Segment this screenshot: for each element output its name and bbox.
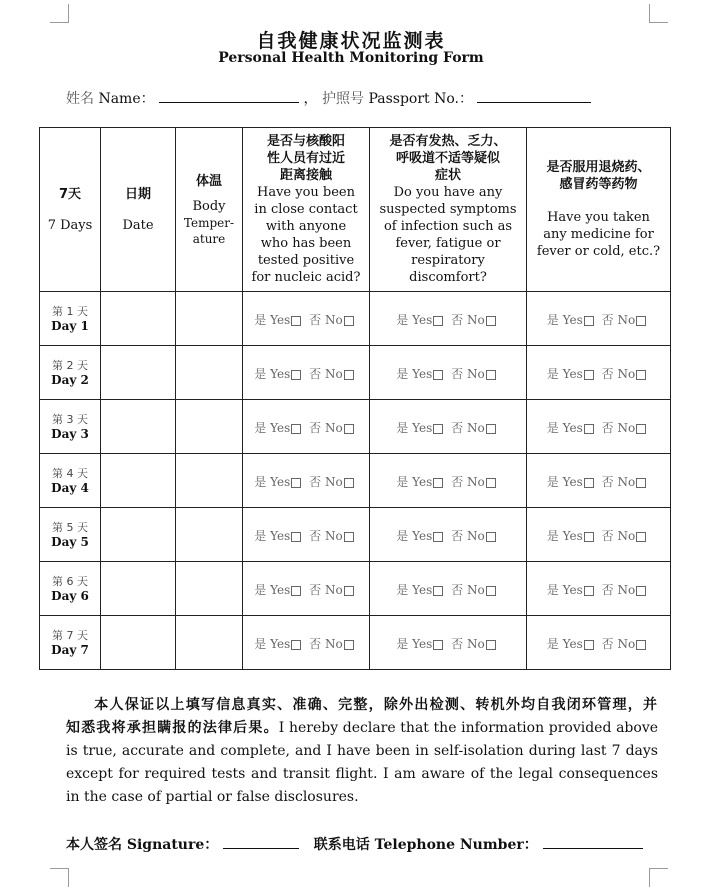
header-date-zh: 日期 [124,186,151,202]
no-label-en: No [617,313,636,327]
yes-checkbox[interactable] [584,478,594,488]
no-label-zh: 否 [601,529,614,543]
signature-field[interactable] [223,834,299,849]
day-label-zh: 第 6 天 [52,574,88,588]
crop-mark-bottom-left [50,868,69,887]
header-symptom-zh: 是否有发热、乏力、 [389,134,507,149]
no-label-en: No [324,475,343,489]
header-temperature [176,128,243,292]
no-label-zh: 否 [451,529,464,543]
no-label-en: No [617,421,636,435]
no-label-en: No [617,475,636,489]
no-label-zh: 否 [309,367,322,381]
no-label-zh: 否 [451,313,464,327]
header-medicine-en: Have you taken [547,210,650,225]
yes-checkbox[interactable] [433,316,443,326]
table-row [40,292,671,346]
no-label-zh: 否 [309,421,322,435]
no-label-en: No [466,583,485,597]
no-checkbox[interactable] [486,316,496,326]
yes-label-en: Yes [562,637,583,651]
passport-label-zh: 护照号 [321,91,364,107]
yes-label-en: Yes [562,367,583,381]
yes-label-en: Yes [270,529,291,543]
no-label-en: No [324,367,343,381]
day-label-cell [40,400,101,454]
yes-label-zh: 是 [546,367,559,381]
medicine-answer-cell [527,346,671,400]
yes-label-zh: 是 [396,529,409,543]
table-row [40,562,671,616]
day-label-en: Day 1 [51,318,89,333]
no-label-zh: 否 [451,583,464,597]
yes-label-en: Yes [412,475,433,489]
symptom-answer-cell [370,292,527,346]
header-close-contact [243,128,370,292]
header-symptom-en: suspected symptoms [379,202,517,217]
passport-field[interactable] [477,88,591,103]
day-label-en: Day 6 [51,588,89,603]
header-medicine [527,128,671,292]
declaration-paragraph [66,694,658,809]
crop-mark-top-left [50,4,69,23]
header-symptom-en: of infection such as [383,219,513,234]
phone-field[interactable] [543,834,643,849]
yes-label-zh: 是 [396,421,409,435]
header-contact-en: in close contact [254,202,358,217]
no-label-zh: 否 [451,421,464,435]
date-cell[interactable] [101,616,176,670]
yes-label-zh: 是 [546,583,559,597]
table-row [40,616,671,670]
no-label-zh: 否 [451,367,464,381]
table-row [40,508,671,562]
no-checkbox[interactable] [636,586,646,596]
yes-label-en: Yes [562,421,583,435]
contact-answer-cell [243,292,370,346]
contact-answer-cell [243,400,370,454]
header-contact-zh: 是否与核酸阳 [266,134,345,149]
header-temp-en: Temper- [183,215,235,230]
no-label-en: No [324,313,343,327]
header-temp-zh: 体温 [195,173,222,189]
no-label-zh: 否 [601,367,614,381]
no-label-zh: 否 [309,529,322,543]
no-label-en: No [466,529,485,543]
no-label-zh: 否 [309,313,322,327]
yes-checkbox[interactable] [584,370,594,380]
no-checkbox[interactable] [344,316,354,326]
day-label-zh: 第 2 天 [52,358,88,372]
yes-label-en: Yes [270,475,291,489]
yes-label-zh: 是 [546,421,559,435]
day-label-en: Day 7 [51,642,89,657]
contact-answer-cell [243,562,370,616]
date-cell[interactable] [101,292,176,346]
day-label-zh: 第 4 天 [52,466,88,480]
date-cell[interactable] [101,508,176,562]
no-checkbox[interactable] [636,478,646,488]
temperature-cell[interactable] [176,292,243,346]
no-checkbox[interactable] [486,586,496,596]
header-days-zh: 7天 [58,186,82,202]
header-days [40,128,101,292]
header-contact-en: tested positive [257,253,355,268]
phone-label-zh: 联系电话 [313,837,370,853]
yes-label-en: Yes [412,367,433,381]
no-label-zh: 否 [309,475,322,489]
no-label-en: No [466,313,485,327]
contact-answer-cell [243,508,370,562]
yes-label-en: Yes [562,475,583,489]
temperature-cell[interactable] [176,346,243,400]
yes-label-zh: 是 [546,313,559,327]
medicine-answer-cell [527,562,671,616]
yes-label-zh: 是 [546,475,559,489]
yes-label-zh: 是 [546,529,559,543]
contact-answer-cell [243,616,370,670]
yes-label-zh: 是 [254,367,267,381]
header-contact-zh: 性人员有过近 [266,151,345,166]
yes-label-zh: 是 [396,475,409,489]
contact-answer-cell [243,454,370,508]
no-label-zh: 否 [451,637,464,651]
date-cell[interactable] [101,400,176,454]
day-label-cell [40,292,101,346]
header-symptom-zh: 症状 [434,168,461,183]
yes-checkbox[interactable] [584,640,594,650]
day-label-cell [40,616,101,670]
header-contact-en: Have you been [256,185,355,200]
header-symptom-zh: 呼吸道不适等疑似 [395,151,500,166]
no-checkbox[interactable] [344,478,354,488]
header-symptoms [370,128,527,292]
yes-label-zh: 是 [396,367,409,381]
yes-label-en: Yes [412,583,433,597]
name-label-en: Name： [98,91,155,107]
header-contact-en: for nucleic acid? [251,270,361,285]
no-label-zh: 否 [451,475,464,489]
day-label-en: Day 5 [51,534,89,549]
signature-label-en: Signature： [126,837,219,853]
no-label-en: No [466,421,485,435]
yes-checkbox[interactable] [584,424,594,434]
day-label-zh: 第 1 天 [52,304,88,318]
no-checkbox[interactable] [344,640,354,650]
yes-label-en: Yes [270,637,291,651]
no-checkbox[interactable] [486,370,496,380]
date-cell[interactable] [101,454,176,508]
symptom-answer-cell [370,562,527,616]
no-label-en: No [324,637,343,651]
no-checkbox[interactable] [486,532,496,542]
passport-separator: ， [303,91,318,107]
medicine-answer-cell [527,292,671,346]
date-cell[interactable] [101,562,176,616]
yes-checkbox[interactable] [291,424,301,434]
medicine-answer-cell [527,508,671,562]
no-label-en: No [466,637,485,651]
no-label-en: No [617,529,636,543]
yes-label-en: Yes [562,583,583,597]
yes-checkbox[interactable] [433,586,443,596]
table-header-row [40,128,671,292]
yes-checkbox[interactable] [433,478,443,488]
temperature-cell[interactable] [176,400,243,454]
yes-label-zh: 是 [254,637,267,651]
no-checkbox[interactable] [344,424,354,434]
yes-label-en: Yes [270,313,291,327]
header-symptom-en: discomfort? [409,270,487,285]
header-symptom-en: respiratory [411,253,485,268]
yes-label-zh: 是 [254,583,267,597]
table-row [40,346,671,400]
yes-label-en: Yes [562,529,583,543]
table-row [40,454,671,508]
table-row [40,400,671,454]
symptom-answer-cell [370,346,527,400]
no-label-zh: 否 [601,421,614,435]
no-checkbox[interactable] [344,370,354,380]
day-label-en: Day 3 [51,426,89,441]
no-label-en: No [324,583,343,597]
header-days-en: 7 Days [47,217,93,233]
yes-label-zh: 是 [396,313,409,327]
medicine-answer-cell [527,400,671,454]
header-date [101,128,176,292]
no-label-zh: 否 [601,583,614,597]
no-label-en: No [617,367,636,381]
no-checkbox[interactable] [636,316,646,326]
medicine-answer-cell [527,616,671,670]
yes-checkbox[interactable] [433,370,443,380]
no-checkbox[interactable] [486,640,496,650]
yes-label-en: Yes [270,421,291,435]
header-symptom-en: Do you have any [393,185,503,200]
day-label-cell [40,454,101,508]
no-label-zh: 否 [601,313,614,327]
day-label-zh: 第 3 天 [52,412,88,426]
phone-label-en: Telephone Number： [374,837,538,853]
declaration-en: I hereby declare that the information provided above is true, accurate and complete, and I have been in self-isolation during last 7 days except for required tests and transit flight. I am aware of the legal consequences in the case of partial or false disclosures. [66,720,659,805]
header-medicine-zh: 感冒药等药物 [559,177,638,192]
header-contact-en: with anyone [265,219,347,234]
no-label-zh: 否 [309,583,322,597]
page-title-chinese: 自我健康状况监测表 [256,30,446,52]
yes-checkbox[interactable] [291,640,301,650]
symptom-answer-cell [370,454,527,508]
day-label-cell [40,508,101,562]
yes-label-en: Yes [412,313,433,327]
yes-label-en: Yes [270,583,291,597]
yes-label-en: Yes [562,313,583,327]
yes-checkbox[interactable] [433,532,443,542]
no-label-zh: 否 [601,637,614,651]
day-label-zh: 第 5 天 [52,520,88,534]
yes-label-en: Yes [412,637,433,651]
no-label-en: No [617,583,636,597]
yes-checkbox[interactable] [433,640,443,650]
signature-label-zh: 本人签名 [66,837,122,853]
no-checkbox[interactable] [636,370,646,380]
no-label-zh: 否 [309,637,322,651]
day-label-en: Day 2 [51,372,89,387]
day-label-cell [40,562,101,616]
yes-label-zh: 是 [546,637,559,651]
yes-label-zh: 是 [254,475,267,489]
yes-label-en: Yes [270,367,291,381]
temperature-cell[interactable] [176,454,243,508]
name-field[interactable] [159,88,299,103]
yes-label-en: Yes [412,421,433,435]
header-contact-en: who has been [260,236,352,251]
no-checkbox[interactable] [344,586,354,596]
header-medicine-en: fever or cold, etc.? [536,244,661,259]
yes-label-zh: 是 [396,583,409,597]
yes-label-en: Yes [412,529,433,543]
crop-mark-top-right [649,4,668,23]
passport-label-en: Passport No.： [368,91,473,107]
yes-label-zh: 是 [254,421,267,435]
day-label-cell [40,346,101,400]
yes-checkbox[interactable] [433,424,443,434]
no-label-en: No [324,421,343,435]
header-symptom-en: fever, fatigue or [395,236,501,251]
header-temp-en: Body [192,198,226,214]
yes-checkbox[interactable] [291,478,301,488]
day-label-en: Day 4 [51,480,89,495]
name-passport-line [66,88,591,108]
header-contact-zh: 距离接触 [279,168,332,183]
yes-checkbox[interactable] [291,370,301,380]
header-date-en: Date [122,217,154,233]
header-medicine-zh: 是否服用退烧药、 [546,160,651,175]
temperature-cell[interactable] [176,562,243,616]
no-checkbox[interactable] [636,424,646,434]
symptom-answer-cell [370,508,527,562]
monitoring-table [39,127,671,670]
yes-checkbox[interactable] [291,586,301,596]
symptom-answer-cell [370,616,527,670]
header-medicine-en: any medicine for [543,227,654,242]
contact-answer-cell [243,346,370,400]
no-checkbox[interactable] [486,478,496,488]
declaration-zh: 本人保证以上填写信息真实、准确、完整，除外出检测、转机外均自我闭环管理，并知悉我将承担瞒报的法律后果。 [66,697,658,736]
temperature-cell[interactable] [176,616,243,670]
yes-label-zh: 是 [254,313,267,327]
date-cell[interactable] [101,346,176,400]
yes-checkbox[interactable] [584,586,594,596]
header-temp-en: ature [192,231,226,246]
day-label-zh: 第 7 天 [52,628,88,642]
page-title-english: Personal Health Monitoring Form [218,50,484,66]
no-label-en: No [617,637,636,651]
no-label-en: No [466,475,485,489]
signature-line [66,834,643,854]
no-checkbox[interactable] [636,532,646,542]
temperature-cell[interactable] [176,508,243,562]
no-label-en: No [466,367,485,381]
yes-label-zh: 是 [396,637,409,651]
medicine-answer-cell [527,454,671,508]
no-checkbox[interactable] [344,532,354,542]
name-label-zh: 姓名 [66,91,94,107]
yes-checkbox[interactable] [291,316,301,326]
yes-checkbox[interactable] [291,532,301,542]
no-label-zh: 否 [601,475,614,489]
symptom-answer-cell [370,400,527,454]
yes-checkbox[interactable] [584,316,594,326]
yes-checkbox[interactable] [584,532,594,542]
no-checkbox[interactable] [486,424,496,434]
yes-label-zh: 是 [254,529,267,543]
no-checkbox[interactable] [636,640,646,650]
no-label-en: No [324,529,343,543]
crop-mark-bottom-right [649,868,668,887]
